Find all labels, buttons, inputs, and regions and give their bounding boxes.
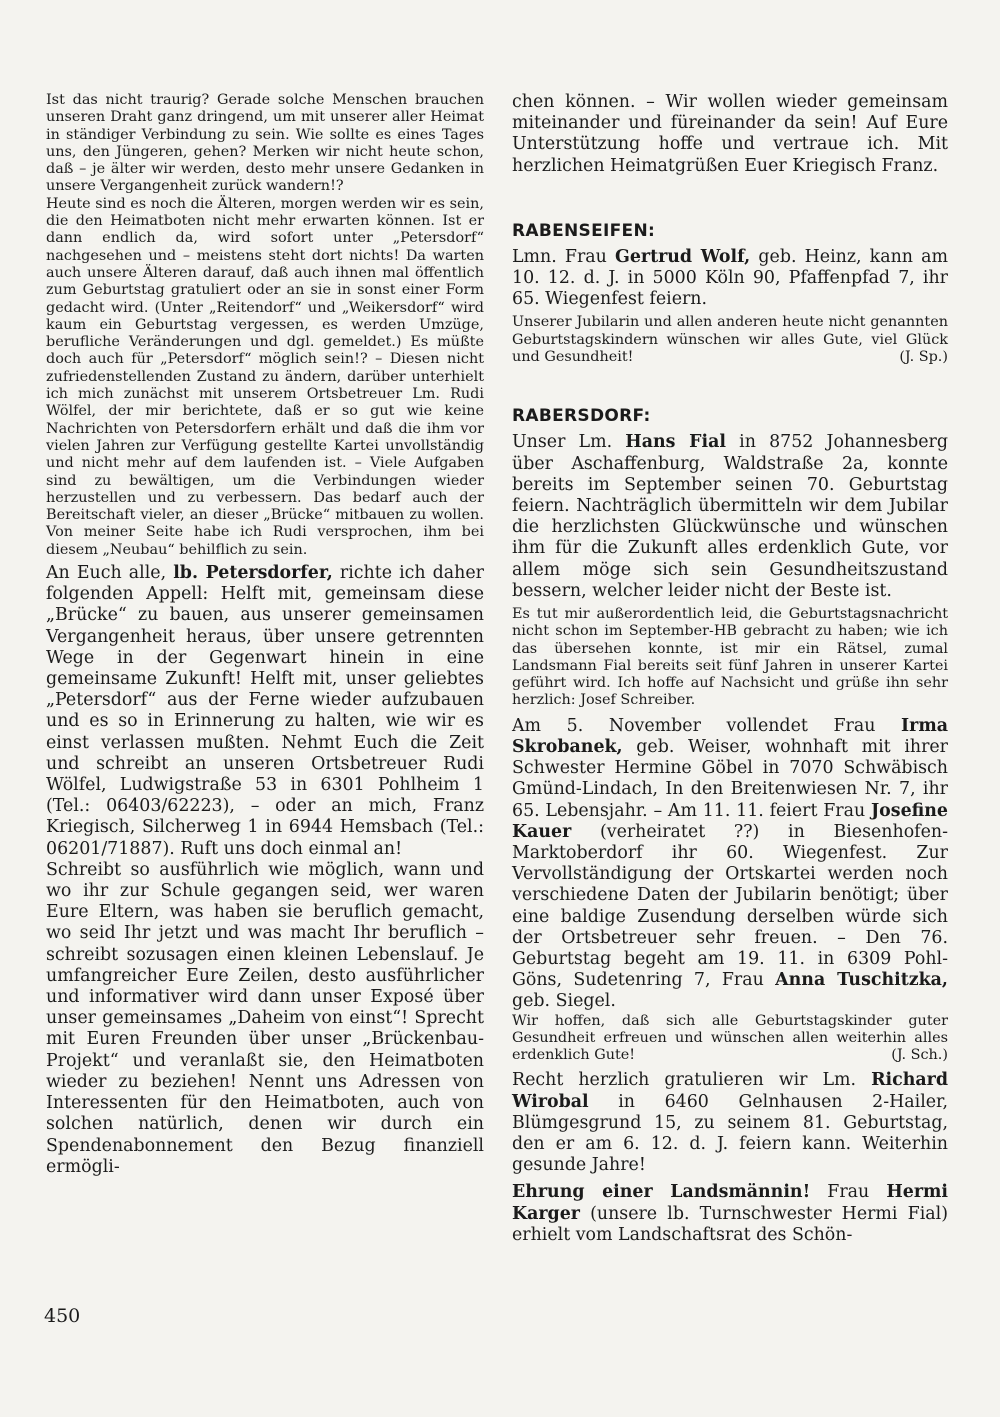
- left-paragraph-4: Schreibt so ausführlich wie möglich, wann und wo ihr zur Schule gegangen seid, wer waren Eure Eltern, was haben sie beruflich gemacht, wo seid Ihr jetzt und was macht Ihr beruflich – schreibt sozusagen einen kleinen Lebenslauf. Je umfangreicher Eure Zeilen, desto ausführlicher und informativer wird dann unser Exposé über unser gemeinsames „Daheim von einst“! Sprecht mit Euren Freunden über unser „Brückenbau-Projekt“ und veranlaßt sie, den Heimatboten wieder zu beziehen! Nennt uns Adressen von Interessenten für den Heimatboten, auch von solchen natürlich, denen wir durch ein Spendenabonnement den Bezug finanziell ermögli-: [46, 859, 484, 1177]
- entry-d-name: Hermi Karger: [512, 1182, 948, 1224]
- page-number: 450: [44, 1305, 81, 1327]
- entry-d-text-2: (unsere lb. Turnschwester Hermi Fial) erhielt vom Landschaftsrat des Schön-: [512, 1203, 948, 1245]
- rabersdorf-entry-b: [512, 716, 948, 1013]
- rabersdorf-note-b: [512, 1013, 948, 1065]
- entry-b-text-4: geb. Siegel.: [512, 991, 616, 1012]
- entry-d-text-1: Frau: [810, 1182, 887, 1203]
- appeal-addressee: lb. Petersdorfer,: [173, 563, 333, 584]
- appeal-text-2: richte ich daher folgenden Appell: Helft mit, gemeinsam diese „Brücke“ zu bauen, aus unserer gemeinsamen Vergangenheit heraus, über unsere getrennten Wege in der Gegenwart hinein in eine gemeinsame Zukunft! Helft mit, unser geliebtes „Petersdorf“ aus der Ferne wieder aufzubauen und es so in Erinnerung zu halten, wie wir es einst verlassen mußten. Nehmt Euch die Zeit und schreibt an unseren Ortsbetreuer Rudi Wölfel, Ludwigstraße 53 in 6301 Pohlheim 1 (Tel.: 06403/62223), – oder an mich, Franz Kriegisch, Silcherweg 1 in 6944 Hemsbach (Tel.: 06201/71887). Ruft uns doch einmal an!: [46, 563, 484, 859]
- left-paragraph-1: Ist das nicht traurig? Gerade solche Menschen brauchen unseren Draht ganz dringend, um mit unserer aller Heimat in ständiger Verbindung zu sein. Wie sollte es eines Tages uns, den Jüngeren, gehen? Merken wir nicht heute schon, daß – je älter wir werden, desto mehr unsere Gedanken in unsere Vergangenheit zurück wandern!?: [46, 92, 484, 195]
- rabersdorf-entry-c: [512, 1070, 948, 1176]
- note-b-text: Wir hoffen, daß sich alle Geburtstagskinder guter Gesundheit erfreuen und wünschen allen weiterhin alles erdenklich Gute!: [512, 1012, 948, 1064]
- rabenseifen-signature: (J. Sp.): [899, 349, 948, 366]
- appeal-text-1: An Euch alle,: [46, 563, 174, 584]
- left-paragraph-2: Heute sind es noch die Älteren, morgen werden wir es sein, die den Heimatboten nicht mehr erwarten können. Ist er dann endlich da, wird sofort unter „Petersdorf“ nachgesehen und – meistens steht dort nichts! Da warten auch unsere Älteren darauf, daß auch ihnen mal öffentlich zum Geburtstag gratuliert oder an sie in sonst einer Form gedacht wird. (Unter „Reitendorf“ und „Weikersdorf“ wird kaum ein Geburtstag vergessen, es werden Umzüge, berufliche Veränderungen und dgl. gemeldet.) Es müßte doch auch für „Petersdorf“ möglich sein!? – Diesen nicht zufriedenstellenden Zustand zu ändern, darüber unterhielt ich mich zunächst mit unserem Ortsbetreuer Lm. Rudi Wölfel, der mir berichtete, daß er so gut wie keine Nachrichten von Petersdorfern erhält und daß die ihm vor vielen Jahren zur Verfügung gestellte Kartei unvollständig und nicht mehr auf dem laufenden ist. – Viele Aufgaben sind zu bewältigen, um die Verbindungen wieder herzustellen und zu verbessern. Das bedarf auch der Bereitschaft vieler, an dieser „Brücke“ mitbauen zu wollen. Von meiner Seite habe ich Rudi versprochen, ihm bei diesem „Neubau“ behilflich zu sein.: [46, 195, 484, 558]
- section-heading-rabenseifen: RABENSEIFEN:: [512, 220, 656, 241]
- entry-b-name-2: Josefine Kauer: [512, 800, 948, 842]
- entry-d-headline: Ehrung einer Landsmännin!: [512, 1182, 811, 1203]
- entry-a-text-1: Unser Lm.: [512, 432, 626, 453]
- entry-b-text-3: (verheiratet ??) in Biesenhofen-Marktoberdorf ihr 60. Wiegenfest. Zur Vervollständigung der Ortskartei werden noch verschiedene Daten der Jubilarin benötigt; über eine baldige Zusendung derselben würde sich der Ortsbetreuer sehr freuen. – Den 76. Geburtstag begeht am 19. 11. in 6309 Pohl-Göns, Sudetenring 7, Frau: [512, 821, 948, 991]
- rabenseifen-entry: [512, 247, 948, 311]
- rabenseifen-text-2: geb. Heinz, kann am 10. 12. d. J. in 5000 Köln 90, Pfaffenpfad 7, ihr 65. Wiegenfest feiern.: [512, 246, 948, 310]
- entry-b-name-1: Irma Skrobanek,: [512, 715, 948, 757]
- rabersdorf-entry-d: [512, 1182, 948, 1246]
- entry-a-name: Hans Fial: [625, 432, 726, 453]
- rabersdorf-entry-a: [512, 432, 948, 602]
- rabenseifen-note-text: Unserer Jubilarin und allen anderen heute nicht genannten Geburtstagskindern wünschen wir alles Gute, viel Glück und Gesundheit!: [512, 314, 948, 366]
- note-b-signature: (J. Sch.): [891, 1047, 948, 1064]
- left-paragraph-3: [46, 563, 484, 860]
- right-column: [512, 92, 948, 1246]
- entry-c-name: Richard Wirobal: [512, 1070, 948, 1112]
- section-heading-rabersdorf: RABERSDORF:: [512, 406, 651, 427]
- rabenseifen-note: [512, 314, 948, 366]
- entry-a-text-2: in 8752 Johannesberg über Aschaffenburg, Waldstraße 2a, konnte bereits im September seinen 70. Geburtstag feiern. Nachträglich übermitteln wir dem Jubilar die herzlichsten Glückwünsche und wünschen ihm für die Zukunft alles erdenklich Gute, vor allem möge sich sein Gesundheitszustand bessern, welcher leider nicht der Beste ist.: [512, 432, 948, 601]
- left-column: [46, 92, 484, 1178]
- rabenseifen-name: Gertrud Wolf,: [615, 246, 751, 267]
- rabenseifen-text-1: Lmn. Frau: [512, 246, 616, 267]
- entry-c-text-1: Recht herzlich gratulieren wir Lm.: [512, 1070, 872, 1091]
- entry-b-text-2: geb. Weiser, wohnhaft mit ihrer Schwester Hermine Göbel in 7070 Schwäbisch Gmünd-Lindach, In den Breitenwiesen Nr. 7, ihr 65. Lebensjahr. – Am 11. 11. feiert Frau: [512, 736, 948, 821]
- rabersdorf-note-a: Es tut mir außerordentlich leid, die Geburtstagsnachricht nicht schon im September-HB gebracht zu haben; wie ich das übersehen konnte, ist mir ein Rätsel, zumal Landsmann Fial bereits seit fünf Jahren in unserer Kartei geführt wird. Ich hoffe auf Nachsicht und grüße ihn sehr herzlich: Josef Schreiber.: [512, 605, 948, 709]
- entry-c-text-2: in 6460 Gelnhausen 2-Hailer, Blümgesgrund 15, zu seinem 81. Geburtstag, den er am 6. 12. d. J. feiern kann. Weiterhin gesunde Jahre!: [512, 1091, 948, 1176]
- right-intro-paragraph: chen können. – Wir wollen wieder gemeinsam miteinander und füreinander da sein! Auf Eure Unterstützung hoffe und vertraue ich. Mit herzlichen Heimatgrüßen Euer Kriegisch Franz.: [512, 92, 948, 176]
- entry-b-name-3: Anna Tuschitzka,: [775, 970, 948, 991]
- entry-b-text-1: Am 5. November vollendet Frau: [512, 715, 902, 736]
